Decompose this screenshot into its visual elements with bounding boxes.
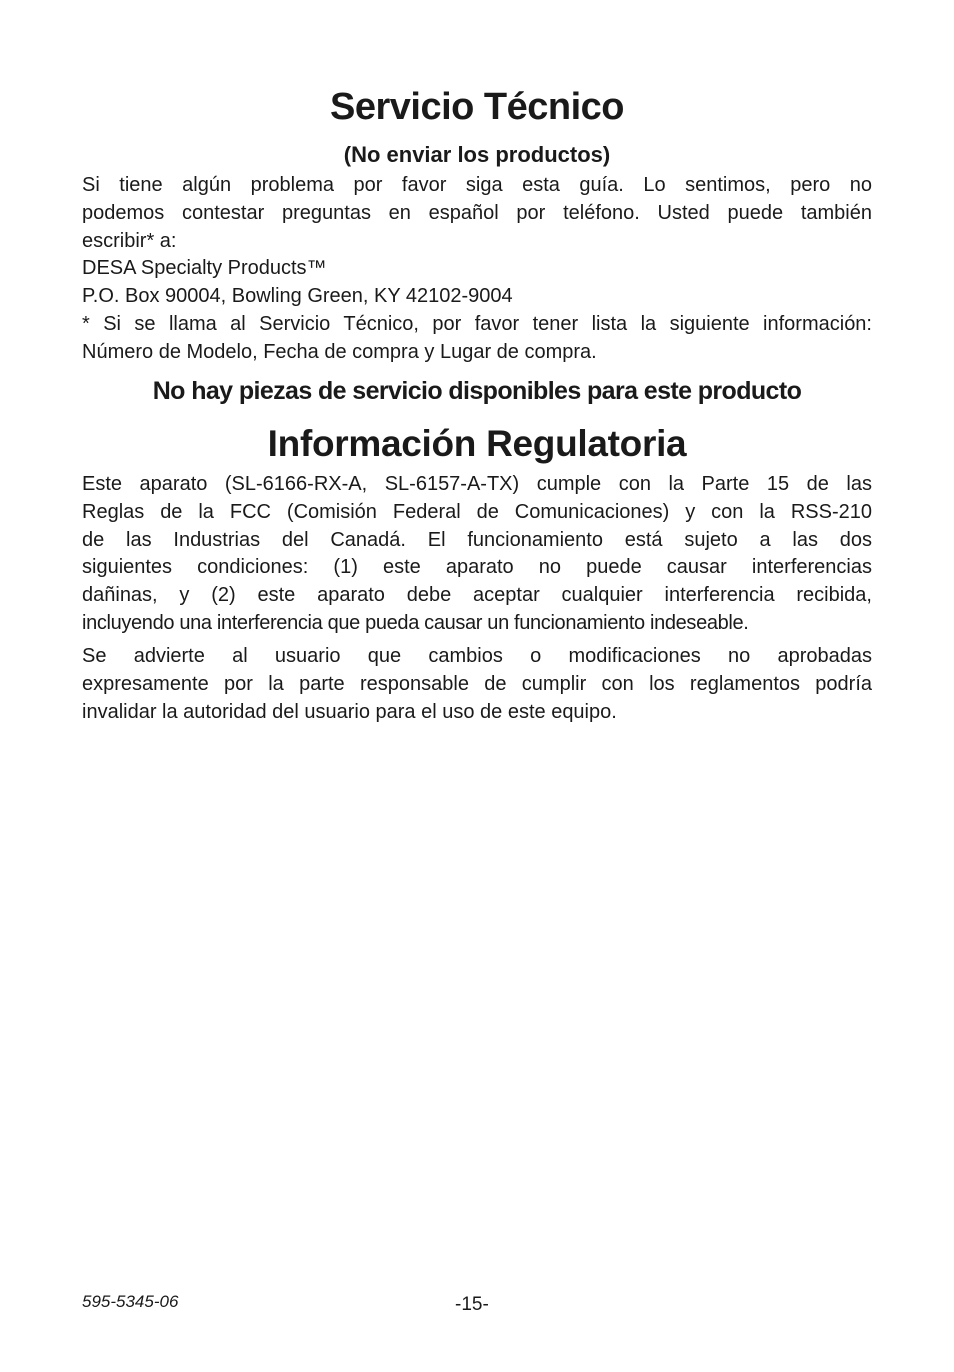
- regulatory-line: Se advierte al usuario que cambios o modificaciones no aprobadas: [82, 645, 872, 667]
- service-subtitle: (No enviar los productos): [343, 142, 611, 167]
- service-paragraph-line: escribir* a:: [82, 229, 177, 252]
- service-paragraph-line: Si tiene algún problema por favor siga esta guía. Lo sentimos, pero no: [82, 174, 872, 196]
- regulatory-line: Este aparato (SL-6166-RX-A, SL-6157-A-TX) cumple con la Parte 15 de las: [82, 473, 872, 495]
- regulatory-line: de las Industrias del Canadá. El funcionamiento está sujeto a las dos: [82, 528, 872, 551]
- regulatory-line: dañinas, y (2) este aparato debe aceptar cualquier interferencia recibida,: [82, 584, 872, 607]
- service-paragraph-line: podemos contestar preguntas en español por teléfono. Usted puede también: [82, 201, 872, 224]
- regulatory-line: expresamente por la parte responsable de cumplir con los reglamentos podría: [82, 672, 872, 695]
- page-number: -15-: [455, 1294, 489, 1315]
- regulatory-line: incluyendo una interferencia que pueda causar un funcionamiento indeseable.: [82, 611, 749, 634]
- no-parts-heading: No hay piezas de servicio disponibles para este producto: [152, 377, 802, 405]
- regulatory-title: Información Regulatoria: [267, 423, 687, 464]
- company-name: DESA Specialty Products™: [82, 257, 327, 280]
- document-code: 595-5345-06: [82, 1292, 179, 1311]
- service-note-line: Número de Modelo, Fecha de compra y Lugar de compra.: [82, 340, 597, 363]
- service-paragraph: [82, 172, 872, 367]
- service-note-line: * Si se llama al Servicio Técnico, por favor tener lista la siguiente información:: [82, 312, 872, 335]
- regulatory-line: siguientes condiciones: (1) este aparato no puede causar interferencias: [82, 556, 872, 579]
- regulatory-paragraph-1: [82, 471, 872, 638]
- regulatory-line: invalidar la autoridad del usuario para el uso de este equipo.: [82, 700, 617, 723]
- service-title: Servicio Técnico: [329, 86, 624, 128]
- regulatory-line: Reglas de la FCC (Comisión Federal de Comunicaciones) y con la RSS-210: [82, 500, 872, 523]
- regulatory-paragraph-2: [82, 643, 872, 726]
- company-address: P.O. Box 90004, Bowling Green, KY 42102-9004: [82, 285, 513, 308]
